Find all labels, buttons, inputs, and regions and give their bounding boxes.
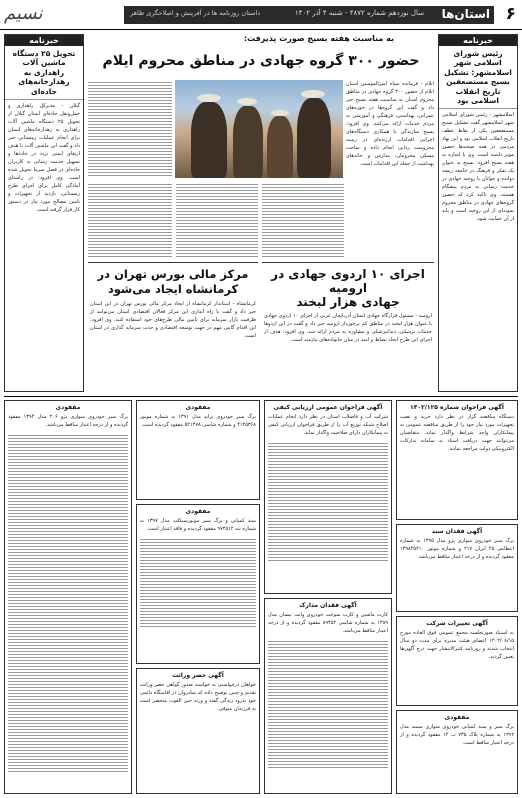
main-kicker: به مناسبت هفته بسیج صورت پذیرفت: xyxy=(243,34,394,43)
ad-6-title: آگهی فقدان مدارک xyxy=(299,602,357,609)
ad-3-title: آگهی تغییرات شرکت xyxy=(426,620,488,627)
ad-3-body: به استناد صورتجلسه مجمع عمومی فوق العاده مورخ ۱۴۰۲/۰۸/۱۵ اعضای هیئت مدیره برای مدت دو سال انتخاب شدند و روزنامه کثیرالانتشار جهت درج آگهی‌ها تعیین گردید. xyxy=(400,630,514,660)
story-bourse xyxy=(88,262,258,392)
ad-1-title: آگهی فراخوان شماره ۱۴۰۲/۱۲۵ xyxy=(410,404,504,411)
ad-1 xyxy=(396,400,518,520)
ad-9 xyxy=(136,668,260,794)
urmia-headline: اجرای ۱۰ اردوی جهادی در ارومیه xyxy=(271,267,425,295)
issue-info: سال نوزدهم شماره ۴۸۷۲ - شنبه ۴ آذر ۱۴۰۲ xyxy=(294,9,424,17)
left-news-column xyxy=(4,34,84,392)
ad-10-title: مفقودی xyxy=(55,404,81,411)
right-column-label: خبرنامه xyxy=(439,35,517,46)
ad-10-body: برگ سبز خودروی سواری پژو ۲۰۶ مدل ۱۳۹۴ مفقود گردیده و از درجه اعتبار ساقط می‌باشد. xyxy=(8,414,129,428)
ad-5-body: شرکت آب و فاضلاب استان در نظر دارد انجام عملیات اصلاح شبکه توزیع آب را از طریق فراخوان ارزیابی کیفی به پیمانکاران دارای صلاحیت واگذار نماید. xyxy=(268,414,388,436)
newspaper-logo: نسیم xyxy=(4,3,43,24)
ad-7 xyxy=(136,400,260,500)
page-number: ۶ xyxy=(505,4,516,24)
ad-3 xyxy=(396,616,518,706)
divider xyxy=(4,396,518,397)
ad-5-title: آگهی فراخوان عمومی ارزیابی کیفی xyxy=(273,404,383,411)
section-bar xyxy=(124,6,494,24)
ad-2-title: آگهی فقدان سند xyxy=(431,528,483,535)
ad-5 xyxy=(264,400,392,594)
main-body-col2a xyxy=(176,182,258,258)
main-body-col3 xyxy=(88,80,172,178)
ad-2-body: برگ سبز خودروی سواری پژو مدل ۱۳۹۵ به شماره انتظامی ۴۵ ایران ۲۱۷ و شماره موتور ۱۳۹۸۴۵۲۱۰ مفقود گردیده و از درجه اعتبار ساقط می‌باشد. xyxy=(400,538,515,560)
ad-6-body: کارت ماشین و کارت سوخت خودروی وانت نیسان مدل ۱۳۸۹ به شماره شاسی ۸۹۴۵۲ مفقود گردیده و از درجه اعتبار ساقط می‌باشد. xyxy=(268,612,388,634)
ad-8-body: سند کمپانی و برگ سبز موتورسیکلت مدل ۱۳۹۷ به شماره تنه ۹۷۴۵۱۲ مفقود گردیده و فاقد اعتبار است. xyxy=(140,518,256,532)
ad-2 xyxy=(396,524,518,612)
ad-1-body: دستگاه مناقصه گزار در نظر دارد خرید و نصب تجهیزات مورد نیاز خود را از طریق مناقصه عمومی به پیمانکاران واجد شرایط واگذار نماید. متقاضیان می‌توانند جهت دریافت اسناد به سامانه تدارکات الکترونیکی دولت مراجعه نمایند. xyxy=(400,414,514,452)
bourse-body: کرمانشاه - استاندار کرمانشاه از ایجاد مرکز مالی بورس تهران در این استان خبر داد و گفت با راه اندازی این مرکز فعالان اقتصادی استان می‌توانند از ظرفیت بازار سرمایه برای تامین مالی طرح‌های خود استفاده کنند. وی افزود: این اقدام گامی مهم در جهت توسعه اقتصادی و جذب سرمایه گذاری در استان است. xyxy=(90,300,256,339)
left-column-body: گیلان - مدیرکل راهداری و حمل‌ونقل جاده‌ای استان گیلان از تحویل ۲۵ دستگاه ماشین آلات راهداری به رهدارخانه‌های استان برای انجام عملیات زمستانی خبر داد و گفت این ماشین آلات با هدف ارتقای ایمنی تردد در جاده‌ها و تسهیل خدمت رسانی به کاربران جاده‌ای در فصل سرما تحویل شده است. وی افزود: در راستای آمادگی کامل برای اجرای طرح زمستانی، بازدید از تجهیزات و تامین مصالح مورد نیاز در دستور کار قرار گرفته است. xyxy=(8,102,80,213)
right-column-body: اسلامشهر - رئیس شورای اسلامی شهر اسلامشهر گفت تشکیل بسیج مستضعفین یکی از نقاط عطف تاریخ انقلاب اسلامی بود و این نهاد مردمی در همه صحنه‌ها حضور موثر داشته است. وی با اشاره به هفته بسیج افزود: بسیج به عنوان یک تفکر و فرهنگ در جامعه ریشه دوانده و جوانان با روحیه جهادی در خدمت رسانی به مردم پیشگام هستند. وی تاکید کرد که حضور گروه‌های جهادی در مناطق محروم نمونه‌ای از این روحیه است و باید از آن حمایت شود. xyxy=(442,112,514,223)
main-body-col2b xyxy=(262,182,344,258)
section-title: استان‌ها xyxy=(441,7,490,21)
ad-7-body: برگ سبز خودروی پراید مدل ۱۳۹۱ به شماره موتور ۴۱۲۵۳۶۸ و شماره شاسی ۵۲۱۴۷۸ مفقود گردیده است. xyxy=(140,414,256,428)
page-header xyxy=(0,0,522,30)
ad-10 xyxy=(4,400,132,794)
urmia-body: ارومیه - مسئول قرارگاه جهادی استان آذربایجان غربی از اجرای ۱۰ اردوی جهادی با عنوان هزار لبخند در مناطق کم برخوردار ارومیه خبر داد و گفت در این اردوها خدمات پزشکی، دندانپزشکی و مشاوره به مردم ارائه شد. وی افزود: هدف از اجرای این طرح ایجاد نشاط و امید در میان خانواده‌های نیازمند است. xyxy=(264,313,432,343)
main-headline: حضور ۳۰۰ گروه جهادی در مناطق محروم ایلام xyxy=(102,53,420,69)
ad-6 xyxy=(264,598,392,794)
left-column-label: خبرنامه xyxy=(5,35,83,46)
main-body-col3b xyxy=(88,182,172,258)
ad-9-body: خواهان درخواستی به خواسته صدور گواهی حصر وراثت تقدیم و چنین توضیح داده که شادروان در اقامتگاه دائمی خود بدرود زندگی گفته و ورثه حین الفوت منحصر است به فرزندان متوفی. xyxy=(140,682,256,712)
main-body-col1: ایلام - فرمانده سپاه امیرالمومنین استان ایلام از حضور ۳۰۰ گروه جهادی در مناطق محروم استان به مناسبت هفته بسیج خبر داد و گفت این گروه‌ها در حوزه‌های عمرانی، بهداشتی، فرهنگی و آموزشی به مردم خدمات ارائه می‌کنند. وی افزود: بسیج سازندگی با همکاری دستگاه‌های اجرایی اقدامات ارزنده‌ای در زمینه محرومیت زدایی انجام داده و ساخت مسکن محرومان، مدارس و خانه‌های بهداشت از جمله این اقدامات است. xyxy=(346,81,434,167)
ad-8-title: مفقودی xyxy=(185,508,211,515)
ad-8 xyxy=(136,504,260,664)
ad-7-title: مفقودی xyxy=(185,404,211,411)
ad-4-title: مفقودی xyxy=(444,714,470,721)
bourse-headline: مرکز مالی بورس تهران در کرمانشاه ایجاد می‌شود xyxy=(97,267,249,296)
main-photo xyxy=(175,80,343,178)
ad-4 xyxy=(396,710,518,794)
left-column-title: تحویل ۲۵ دستگاه ماشین آلات راهداری به رهدارخانه‌های جاده‌ای xyxy=(5,46,83,100)
urmia-subhead: جهادی هزار لبخند xyxy=(296,295,400,309)
slogan: داستان روزنامه ها در آفرینش و اصلاحگری ظاهر xyxy=(130,9,261,17)
ad-4-body: برگ سبز و سند کمپانی خودروی سواری سمند مدل ۱۳۹۲ به شماره پلاک ۷۳۵ ب ۱۲ مفقود گردیده و از درجه اعتبار ساقط است. xyxy=(400,724,515,746)
right-news-column xyxy=(438,34,518,392)
right-column-title: رئیس شورای اسلامی شهر اسلامشهر: تشکیل بسیج مستضعفین تاریخ انقلاب اسلامی بود xyxy=(439,46,517,109)
story-urmia xyxy=(262,262,434,392)
ad-9-title: آگهی حصر وراثت xyxy=(172,672,224,679)
